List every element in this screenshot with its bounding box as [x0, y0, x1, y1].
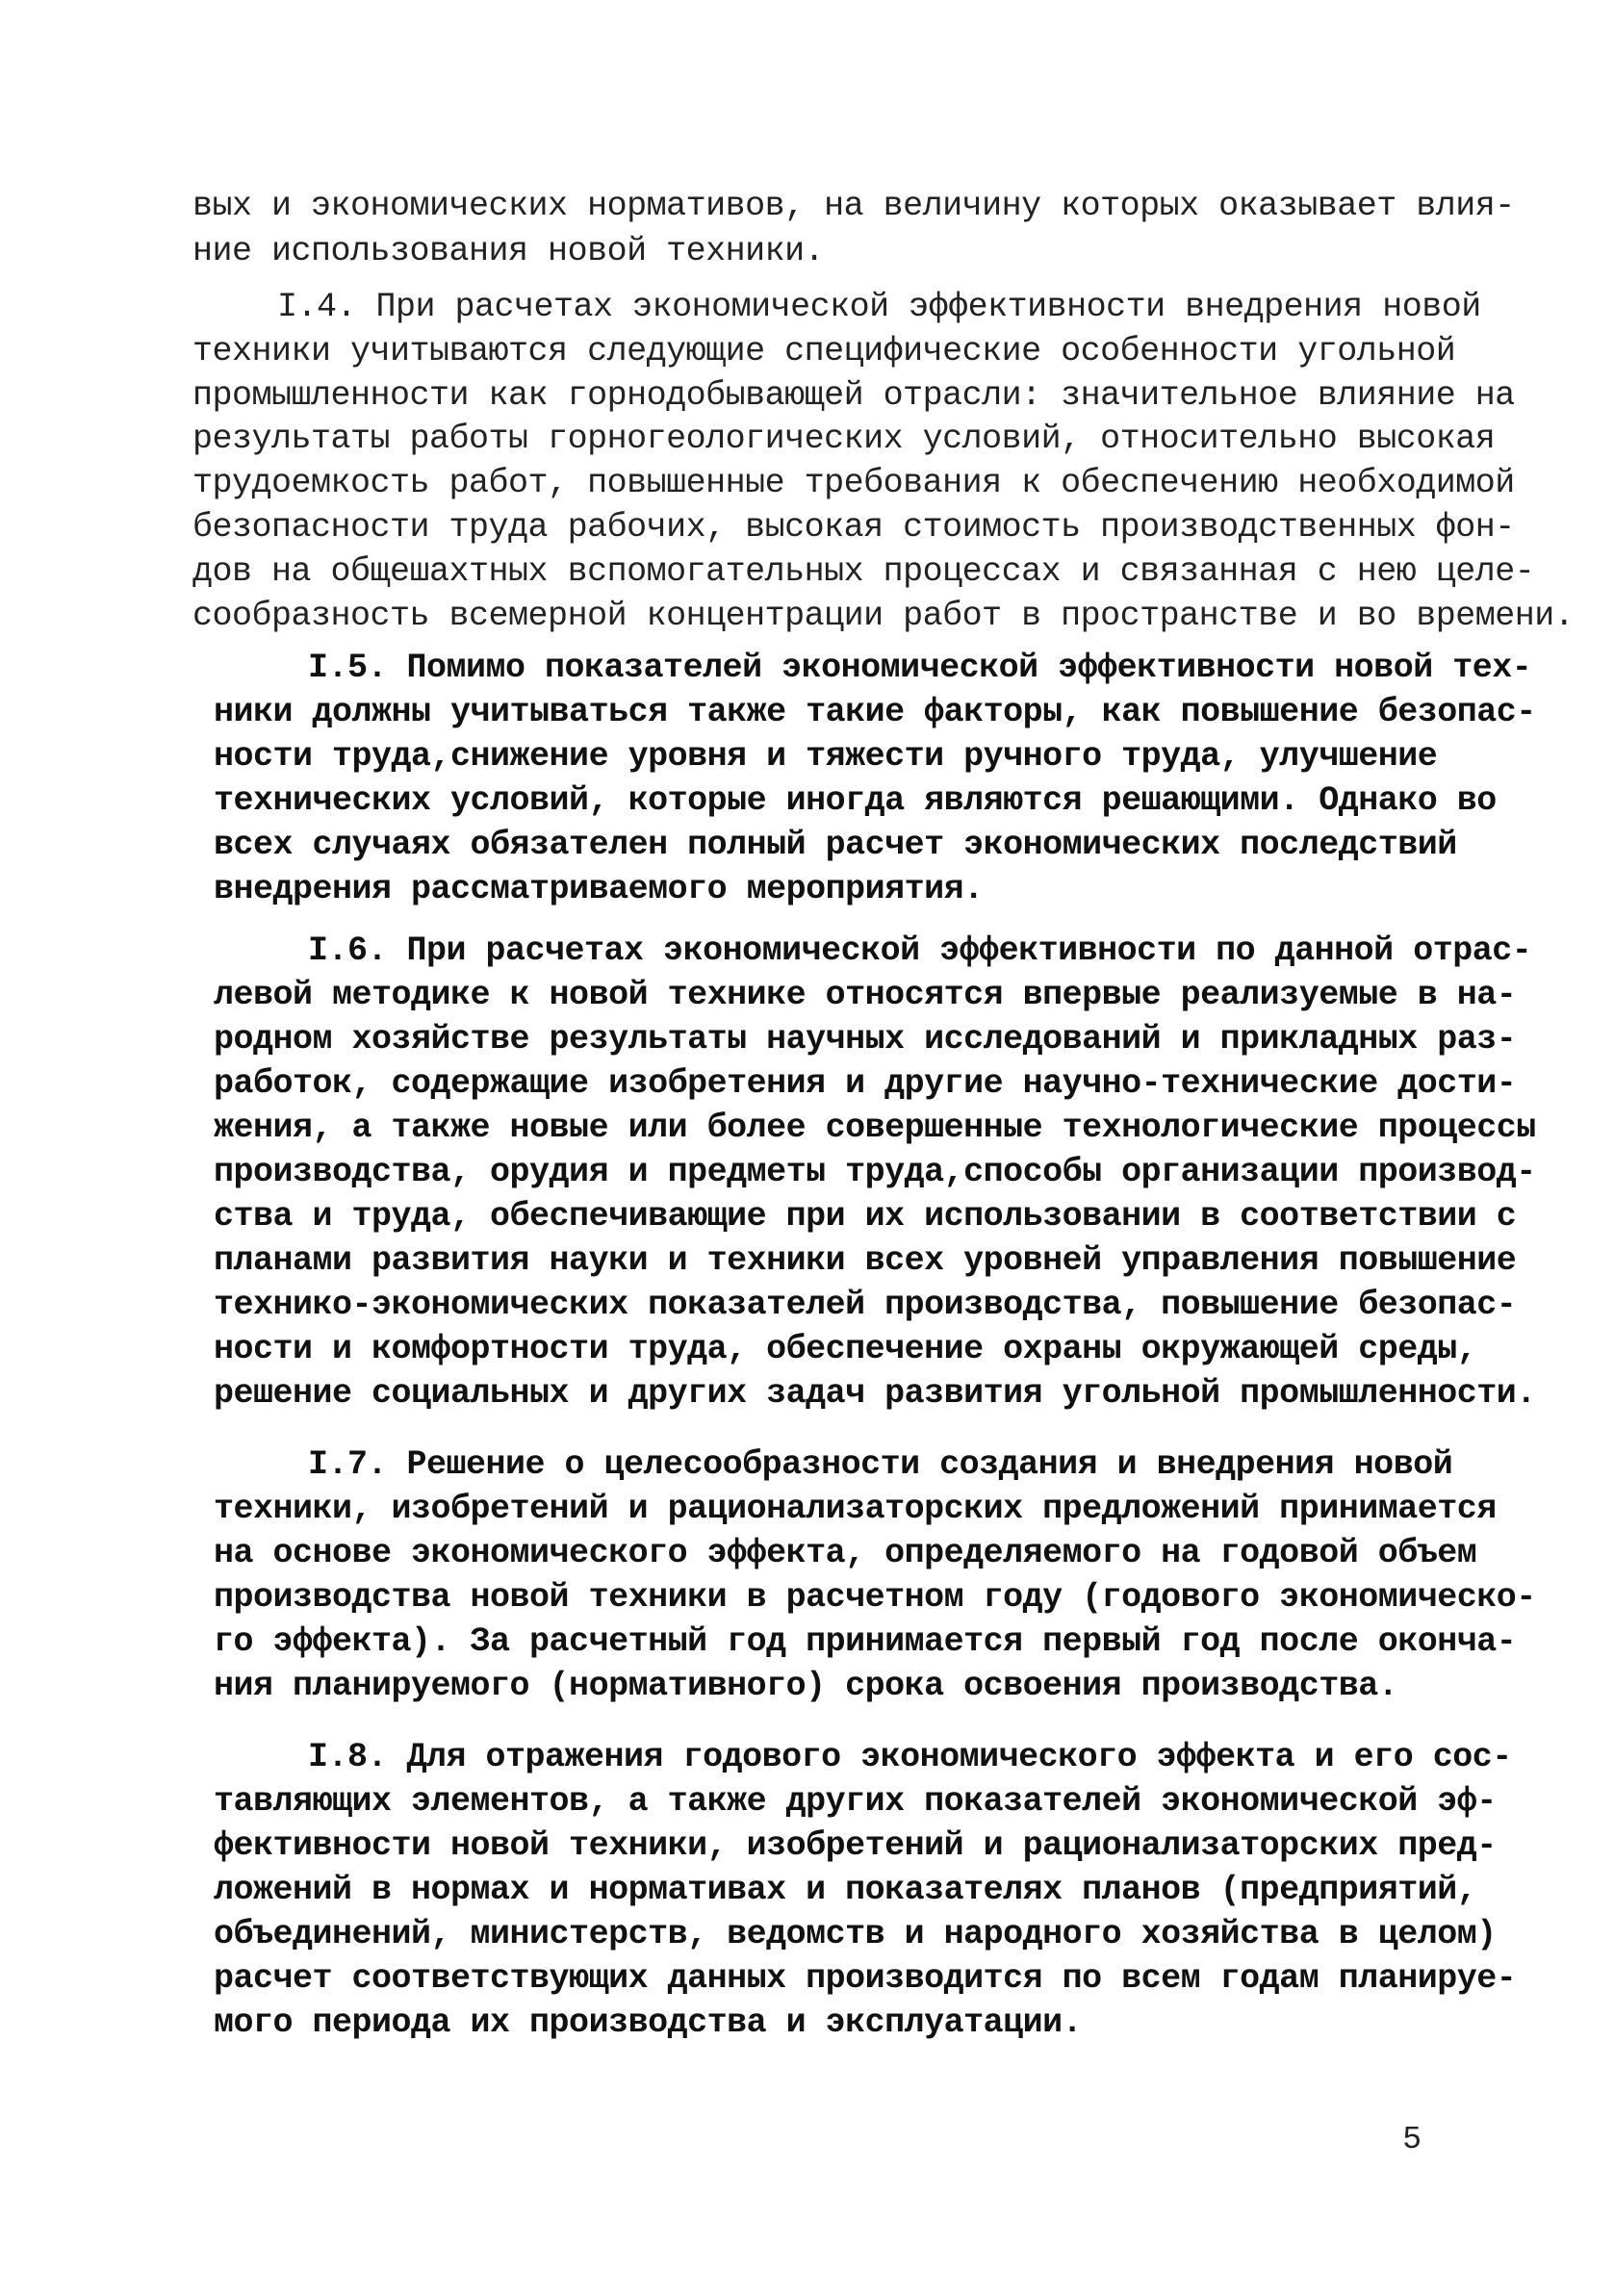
- text-line: го эффекта). За расчетный год принимается первый год после оконча-: [214, 1622, 1517, 1661]
- text-line: ложений в нормах и нормативах и показателях планов (предприятий,: [214, 1871, 1477, 1909]
- text-line: тавляющих элементов, а также других показателей экономической эф-: [214, 1782, 1497, 1821]
- text-line: ства и труда, обеспечивающие при их использовании в соответствии с: [214, 1197, 1517, 1236]
- text-line: I.6. При расчетах экономической эффективности по данной отрас-: [308, 931, 1532, 970]
- text-line: ности труда,снижение уровня и тяжести ручного труда, улучшение: [214, 737, 1438, 776]
- text-line: результаты работы горногеологических условий, относительно высокая: [192, 420, 1496, 458]
- text-line: ности и комфортности труда, обеспечение охраны окружающей среды,: [214, 1330, 1477, 1368]
- text-line: всех случаях обязателен полный расчет экономических последствий: [214, 826, 1457, 864]
- text-line: решение социальных и других задач развития угольной промышленности.: [214, 1374, 1536, 1413]
- text-line: вых и экономических нормативов, на величину которых оказывает влия-: [192, 187, 1515, 225]
- text-line: техники, изобретений и рационализаторских предложений принимается: [214, 1490, 1497, 1528]
- text-line: дов на общешахтных вспомогательных процессах и связанная с нею целе-: [192, 552, 1535, 591]
- text-line: работок, содержащие изобретения и другие научно-технические дости-: [214, 1064, 1517, 1103]
- text-line: ния планируемого (нормативного) срока освоения производства.: [214, 1667, 1398, 1705]
- text-line: внедрения рассматриваемого мероприятия.: [214, 870, 984, 908]
- text-line: сообразность всемерной концентрации работ в пространстве и во времени.: [192, 597, 1575, 635]
- text-line: техники учитываются следующие специфические особенности угольной: [192, 332, 1456, 370]
- text-line: безопасности труда рабочих, высокая стоимость производственных фон-: [192, 508, 1515, 547]
- text-line: мого периода их производства и эксплуатации.: [214, 2003, 1083, 2042]
- text-line: I.5. Помимо показателей экономической эффективности новой тех-: [308, 649, 1532, 687]
- text-line: объединений, министерств, ведомств и народного хозяйства в целом): [214, 1915, 1497, 1953]
- text-line: производства, орудия и предметы труда,способы организации производ-: [214, 1153, 1536, 1191]
- text-line: левой методике к новой технике относятся впервые реализуемые в на-: [214, 976, 1517, 1014]
- text-line: I.8. Для отражения годового экономического эффекта и его сос-: [308, 1738, 1512, 1776]
- text-line: ники должны учитываться также такие факторы, как повышение безопас-: [214, 693, 1536, 731]
- text-line: планами развития науки и техники всех уровней управления повышение: [214, 1241, 1517, 1280]
- text-line: расчет соответствующих данных производится по всем годам планируе-: [214, 1959, 1517, 1998]
- text-line: технико-экономических показателей производства, повышение безопас-: [214, 1286, 1517, 1324]
- text-line: I.7. Решение о целесообразности создания и внедрения новой: [308, 1445, 1453, 1484]
- text-line: на основе экономического эффекта, определяемого на годовой объем: [214, 1534, 1477, 1572]
- text-line: ние использования новой техники.: [192, 232, 825, 270]
- text-line: I.4. При расчетах экономической эффективности внедрения новой: [277, 288, 1481, 326]
- text-line: фективности новой техники, изобретений и рационализаторских пред-: [214, 1826, 1497, 1865]
- text-line: промышленности как горнодобывающей отрасли: значительное влияние на: [192, 376, 1515, 415]
- text-line: родном хозяйстве результаты научных исследований и прикладных раз-: [214, 1020, 1517, 1059]
- text-line: жения, а также новые или более совершенные технологические процессы: [214, 1109, 1536, 1147]
- text-line: технических условий, которые иногда являются решающими. Однако во: [214, 781, 1497, 820]
- text-line: трудоемкость работ, повышенные требования к обеспечению необходимой: [192, 464, 1515, 502]
- text-line: производства новой техники в расчетном году (годового экономическо-: [214, 1578, 1536, 1617]
- page-number: 5: [1402, 2122, 1422, 2157]
